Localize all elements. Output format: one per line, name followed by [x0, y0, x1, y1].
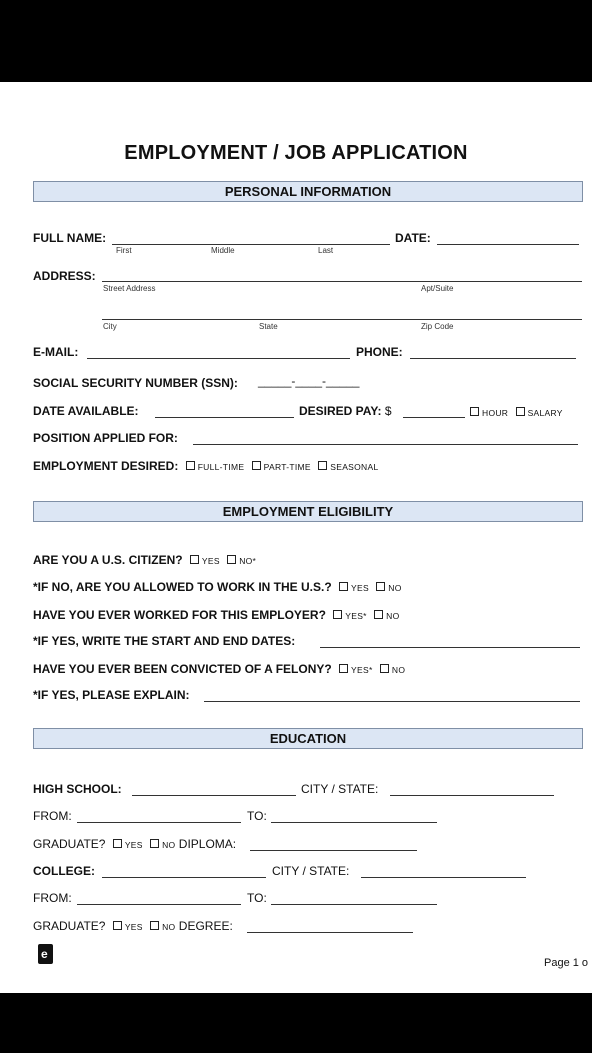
last-sublabel: Last [318, 246, 334, 255]
ssn-label: SOCIAL SECURITY NUMBER (SSN): [33, 376, 238, 390]
hs-from-label: FROM: [33, 809, 72, 823]
page-number: Page 1 o [544, 957, 589, 969]
desired-pay-field[interactable] [403, 417, 465, 418]
pay-type-options [466, 405, 563, 419]
full-name-field[interactable] [112, 244, 390, 245]
explain-field[interactable] [204, 701, 580, 702]
state-sublabel: State [259, 322, 278, 331]
document-page [0, 82, 592, 993]
date-available-label: DATE AVAILABLE: [33, 404, 139, 418]
diploma-field[interactable] [250, 850, 417, 851]
citizen-question: ARE YOU A U.S. CITIZEN? YES NO* [33, 553, 257, 567]
full-name-label: FULL NAME: [33, 231, 107, 245]
position-label: POSITION APPLIED FOR: [33, 431, 178, 445]
date-label: DATE: [395, 231, 431, 245]
felony-question: HAVE YOU EVER BEEN CONVICTED OF A FELONY? YES* NO [33, 662, 406, 676]
position-field[interactable] [193, 444, 578, 445]
first-sublabel: First [116, 246, 132, 255]
worked-no-checkbox[interactable] [374, 610, 383, 619]
section-header-personal: PERSONAL INFORMATION [33, 181, 583, 202]
section-header-eligibility: EMPLOYMENT ELIGIBILITY [33, 501, 583, 522]
phone-field[interactable] [410, 358, 576, 359]
hs-from-field[interactable] [77, 822, 241, 823]
college-field[interactable] [102, 877, 266, 878]
phone-label: PHONE: [356, 345, 403, 359]
explain-label: *IF YES, PLEASE EXPLAIN: [33, 688, 190, 702]
apt-sublabel: Apt/Suite [421, 284, 454, 293]
salary-checkbox[interactable] [516, 407, 525, 416]
hs-to-label: TO: [247, 809, 267, 823]
college-label: COLLEGE: [33, 864, 95, 878]
city-sublabel: City [103, 322, 117, 331]
employment-desired-label: EMPLOYMENT DESIRED: FULL-TIME PART-TIME SEASONAL [33, 459, 379, 473]
hs-graduate-no-checkbox[interactable] [150, 839, 159, 848]
eforms-logo: e [38, 944, 53, 964]
hour-checkbox[interactable] [470, 407, 479, 416]
felony-no-checkbox[interactable] [380, 664, 389, 673]
hs-to-field[interactable] [271, 822, 437, 823]
worked-here-question: HAVE YOU EVER WORKED FOR THIS EMPLOYER? YES* NO [33, 608, 400, 622]
hour-label: HOUR [482, 408, 509, 418]
middle-sublabel: Middle [211, 246, 235, 255]
college-graduate-row: GRADUATE? YES NO DEGREE: [33, 919, 233, 933]
zip-sublabel: Zip Code [421, 322, 454, 331]
seasonal-checkbox[interactable] [318, 461, 327, 470]
street-address-field[interactable] [102, 281, 582, 282]
salary-label: SALARY [527, 408, 563, 418]
work-authorization-question: *IF NO, ARE YOU ALLOWED TO WORK IN THE U.S.? YES NO [33, 580, 402, 594]
date-available-field[interactable] [155, 417, 294, 418]
hs-city-state-label: CITY / STATE: [301, 782, 379, 796]
authorized-yes-checkbox[interactable] [339, 582, 348, 591]
dates-label: *IF YES, WRITE THE START AND END DATES: [33, 634, 296, 648]
ssn-field[interactable]: _____-____-_____ [258, 374, 360, 388]
full-time-checkbox[interactable] [186, 461, 195, 470]
city-state-zip-field[interactable] [102, 319, 582, 320]
college-graduate-no-checkbox[interactable] [150, 921, 159, 930]
citizen-yes-checkbox[interactable] [190, 555, 199, 564]
college-from-label: FROM: [33, 891, 72, 905]
desired-pay-label: DESIRED PAY: $ [299, 404, 392, 418]
degree-field[interactable] [247, 932, 413, 933]
street-sublabel: Street Address [103, 284, 156, 293]
college-from-field[interactable] [77, 904, 241, 905]
worked-yes-checkbox[interactable] [333, 610, 342, 619]
email-field[interactable] [87, 358, 350, 359]
seasonal-label: SEASONAL [330, 462, 379, 472]
form-title: EMPLOYMENT / JOB APPLICATION [124, 142, 468, 164]
hs-city-state-field[interactable] [390, 795, 554, 796]
hs-graduate-row: GRADUATE? YES NO DIPLOMA: [33, 837, 237, 851]
college-to-label: TO: [247, 891, 267, 905]
dates-field[interactable] [320, 647, 580, 648]
email-label: E-MAIL: [33, 345, 79, 359]
part-time-checkbox[interactable] [252, 461, 261, 470]
high-school-label: HIGH SCHOOL: [33, 782, 122, 796]
citizen-no-checkbox[interactable] [227, 555, 236, 564]
hs-graduate-yes-checkbox[interactable] [113, 839, 122, 848]
college-city-state-field[interactable] [361, 877, 526, 878]
date-field[interactable] [437, 244, 579, 245]
college-graduate-yes-checkbox[interactable] [113, 921, 122, 930]
felony-yes-checkbox[interactable] [339, 664, 348, 673]
section-header-education: EDUCATION [33, 728, 583, 749]
full-time-label: FULL-TIME [197, 462, 245, 472]
high-school-field[interactable] [132, 795, 296, 796]
part-time-label: PART-TIME [263, 462, 311, 472]
authorized-no-checkbox[interactable] [376, 582, 385, 591]
college-city-state-label: CITY / STATE: [272, 864, 350, 878]
address-label: ADDRESS: [33, 269, 96, 283]
college-to-field[interactable] [271, 904, 437, 905]
